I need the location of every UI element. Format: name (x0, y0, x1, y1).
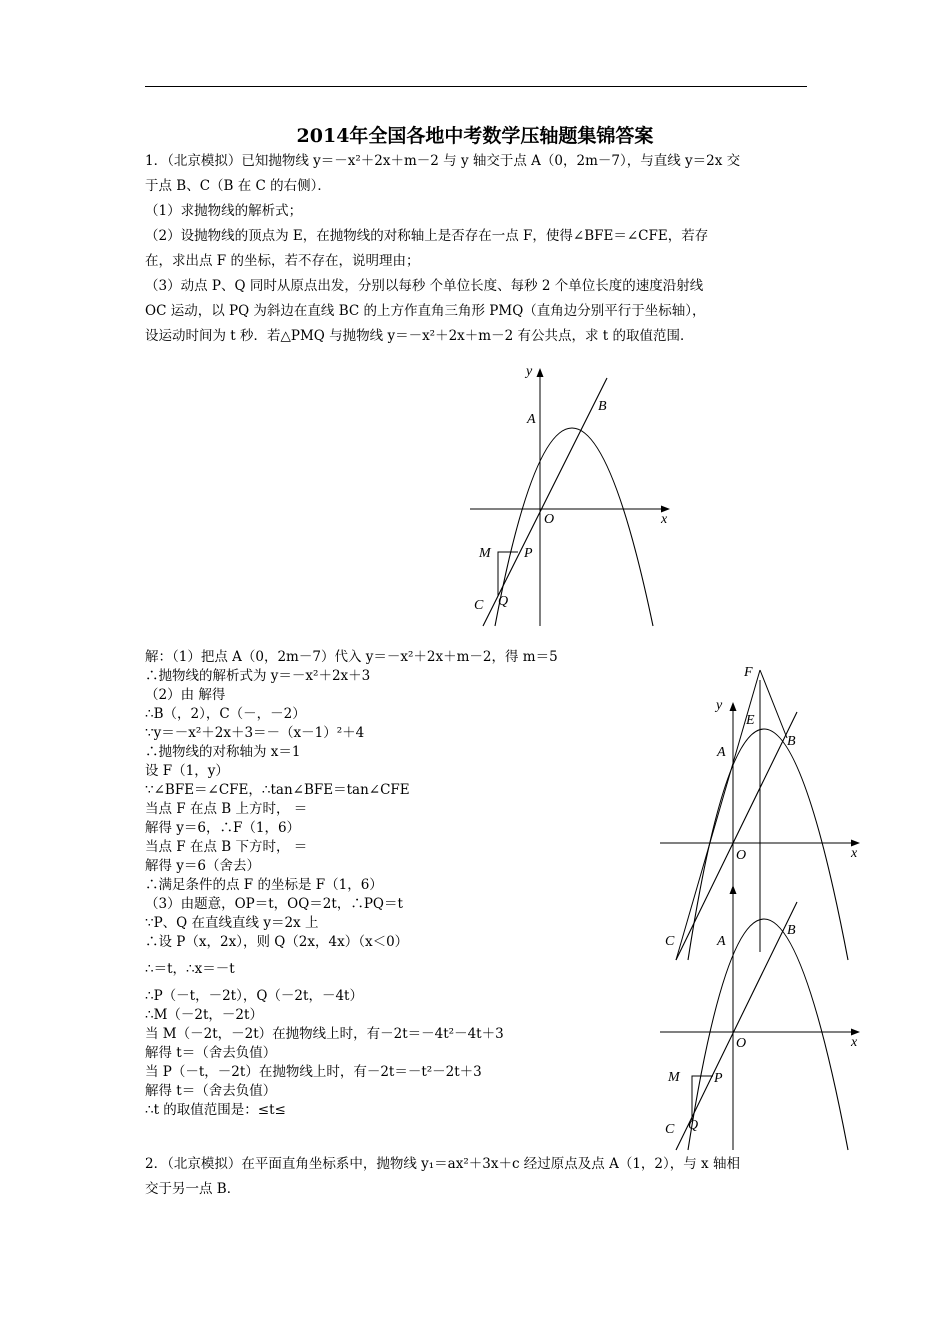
figure-3 (658, 880, 864, 1150)
line-y-2x (483, 378, 607, 626)
label-a: A (717, 934, 726, 949)
parabola (495, 428, 653, 626)
label-c: C (665, 1122, 675, 1137)
problem-2-line: 2．（北京模拟）在平面直角坐标系中，抛物线 y₁＝ax²＋3x＋c 经过原点及点 A（1，2），与 x 轴相 (145, 1156, 740, 1172)
line-fb (760, 670, 787, 738)
label-b: B (787, 923, 796, 938)
y-axis-arrow (730, 702, 737, 711)
top-rule (145, 86, 807, 87)
solution-line: 当 M（－2t，－2t）在抛物线上时，有－2t＝－4t²－4t＋3 (145, 1026, 504, 1042)
label-y: y (716, 698, 723, 713)
solution-line: （2）由 解得 (145, 687, 226, 703)
solution-line: ∵P、Q 在直线直线 y＝2x 上 (145, 915, 319, 931)
solution-line: 解：（1）把点 A（0，2m－7）代入 y＝－x²＋2x＋m－2，得 m＝5 (145, 649, 558, 665)
label-x: x (851, 1035, 858, 1050)
solution-line: ∴满足条件的点 F 的坐标是 F（1，6） (145, 877, 383, 893)
solution-line: 设 F（1，y） (145, 763, 229, 779)
label-o: O (544, 512, 555, 527)
solution-line: ∴抛物线的解析式为 y＝－x²＋2x＋3 (145, 668, 371, 684)
problem-1-line: OC 运动，以 PQ 为斜边在直线 BC 的上方作直角三角形 PMQ（直角边分别平行于坐标轴）， (145, 303, 706, 319)
label-m: M (668, 1070, 680, 1085)
label-b: B (787, 734, 796, 749)
y-axis-arrow (537, 368, 544, 377)
solution-line: ∴B（，2），C（－，－2） (145, 706, 306, 722)
parabola (688, 919, 848, 1150)
label-e: E (746, 713, 755, 728)
solution-line: ∴抛物线的对称轴为 x＝1 (145, 744, 301, 760)
label-b: B (598, 399, 607, 414)
problem-1-line: （2）设抛物线的顶点为 E，在抛物线的对称轴上是否存在一点 F，使得∠BFE＝∠CFE，若存 (145, 228, 709, 244)
solution-line: 当 P（－t，－2t）在抛物线上时，有－2t＝－t²－2t＋3 (145, 1064, 482, 1080)
label-a: A (717, 745, 726, 760)
solution-line: ∴P（－t，－2t），Q（－2t，－4t） (145, 988, 363, 1004)
label-p: P (714, 1071, 723, 1086)
problem-1-line: 在，求出点 F 的坐标，若不存在，说明理由； (145, 253, 420, 269)
solution-line: ∵∠BFE＝∠CFE，∴tan∠BFE＝tan∠CFE (145, 782, 410, 798)
line-y-2x (676, 902, 797, 1150)
solution-line: 解得 t＝（舍去负值） (145, 1045, 277, 1061)
y-axis-arrow (730, 885, 737, 894)
problem-1-line: 于点 B、C（B 在 C 的右侧）． (145, 178, 331, 194)
label-f: F (744, 665, 753, 680)
label-x: x (851, 846, 858, 861)
label-x: x (661, 512, 668, 527)
label-o: O (736, 848, 747, 863)
label-y: y (526, 364, 533, 379)
label-c: C (665, 934, 675, 949)
figure-1 (465, 360, 675, 632)
solution-line: 解得 t＝（舍去负值） (145, 1083, 277, 1099)
solution-line: 解得 y＝6，∴F（1，6） (145, 820, 301, 836)
problem-1-line: （3）动点 P、Q 同时从原点出发，分别以每秒 个单位长度、每秒 2 个单位长度的速度沿射线 (145, 278, 704, 294)
solution-line: （3）由题意，OP＝t，OQ＝2t，∴PQ＝t (145, 896, 403, 912)
label-a: A (527, 412, 536, 427)
solution-line: ∴t 的取值范围是：≤t≤ (145, 1102, 286, 1118)
solution-line: ∴M（－2t，－2t） (145, 1007, 263, 1023)
solution-line: 当点 F 在点 B 下方时， ＝ (145, 839, 308, 855)
label-q: Q (498, 594, 509, 609)
page-title: 2014年全国各地中考数学压轴题集锦答案 (296, 125, 654, 147)
triangle-pmq (692, 1076, 713, 1121)
problem-1-line: （1）求抛物线的解析式； (145, 203, 303, 219)
problem-2-line: 交于另一点 B． (145, 1181, 241, 1197)
solution-line: ∴＝t，∴x＝－t (145, 961, 235, 977)
problem-1-line: 1．（北京模拟）已知抛物线 y＝－x²＋2x＋m－2 与 y 轴交于点 A（0，2m－7），与直线 y＝2x 交 (145, 153, 741, 169)
solution-line: ∵y＝－x²＋2x＋3＝－（x－1）²＋4 (145, 725, 365, 741)
label-q: Q (688, 1118, 699, 1133)
label-p: P (524, 546, 533, 561)
solution-line: 解得 y＝6（舍去） (145, 858, 261, 874)
label-c: C (474, 598, 484, 613)
problem-1-line: 设运动时间为 t 秒．若△PMQ 与抛物线 y＝－x²＋2x＋m－2 有公共点，求 t 的取值范围． (145, 328, 694, 344)
label-m: M (479, 546, 491, 561)
label-o: O (736, 1036, 747, 1051)
solution-line: 当点 F 在点 B 上方时， ＝ (145, 801, 308, 817)
solution-line: ∴设 P（x，2x），则 Q（2x，4x）（x＜0） (145, 934, 409, 950)
